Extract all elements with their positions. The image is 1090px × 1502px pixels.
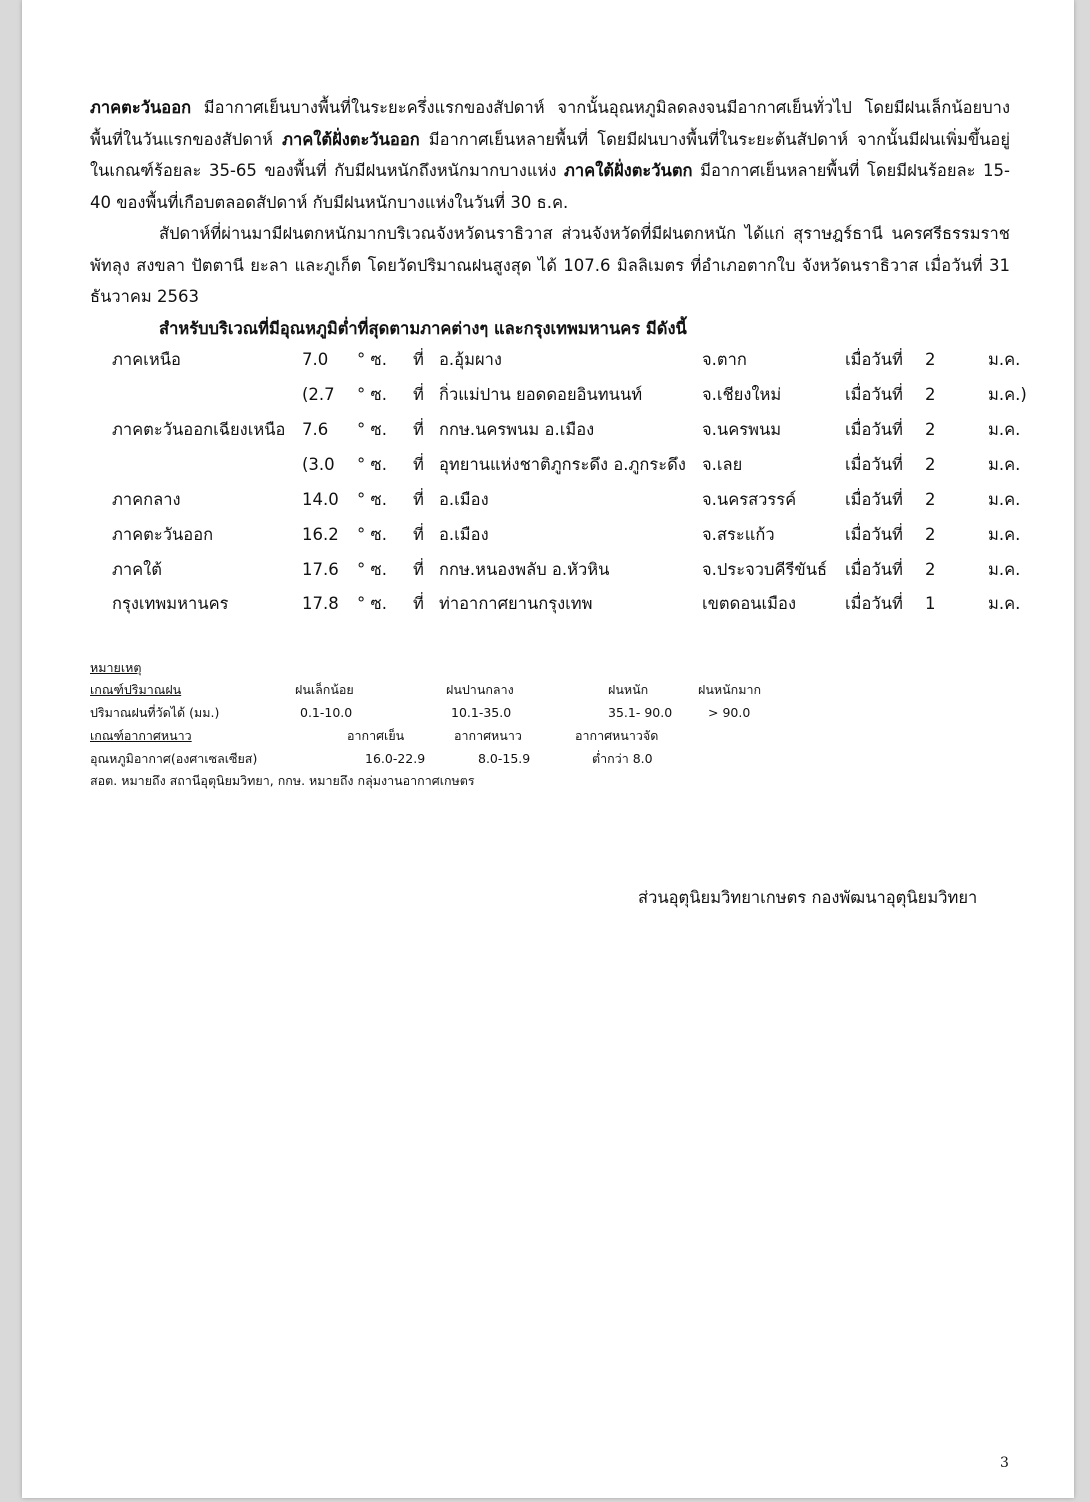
date-label: เมื่อวันที่ bbox=[845, 385, 903, 404]
region-south-west-bold: ภาคใต้ฝั่งตะวันตก bbox=[564, 161, 693, 181]
station-name: อุทยานแห่งชาติภูกระดึง อ.ภูกระดึง bbox=[439, 455, 686, 474]
temperature-value: (3.0 bbox=[302, 455, 335, 474]
min-temp-row bbox=[22, 520, 1074, 550]
notes-title-row bbox=[90, 658, 990, 678]
cold-criteria-header-row bbox=[90, 726, 990, 746]
page-number: 3 bbox=[1000, 1455, 1009, 1471]
cold-category: อากาศหนาว bbox=[454, 728, 522, 743]
abbreviations-note: สอต. หมายถึง สถานีอุตุนิยมวิทยา, กกษ. หมายถึง กลุ่มงานอากาศเกษตร bbox=[90, 773, 475, 788]
rain-category: ฝนหนักมาก bbox=[698, 682, 762, 697]
at-label: ที่ bbox=[413, 594, 424, 613]
region-east-bold: ภาคตะวันออก bbox=[90, 98, 192, 117]
station-name: ท่าอากาศยานกรุงเทพ bbox=[439, 594, 593, 613]
province-name: จ.นครสวรรค์ bbox=[702, 490, 797, 509]
region-name: ภาคกลาง bbox=[112, 490, 181, 509]
temperature-value: 7.6 bbox=[302, 420, 329, 439]
paragraph-east-south bbox=[90, 92, 1010, 218]
region-name: ภาคตะวันออก bbox=[112, 525, 214, 544]
temperature-unit: ° ซ. bbox=[357, 385, 387, 404]
date-label: เมื่อวันที่ bbox=[845, 594, 903, 613]
province-name: จ.เลย bbox=[702, 455, 743, 474]
province-name: จ.นครพนม bbox=[702, 420, 782, 439]
rain-value: > 90.0 bbox=[708, 705, 751, 720]
rain-category: ฝนหนัก bbox=[608, 682, 649, 697]
rain-values-row bbox=[90, 703, 990, 723]
region-name: ภาคใต้ bbox=[112, 560, 162, 579]
station-name: กกษ.นครพนม อ.เมือง bbox=[439, 420, 595, 439]
rain-value: 35.1- 90.0 bbox=[608, 705, 673, 720]
region-south-east-bold: ภาคใต้ฝั่งตะวันออก bbox=[282, 129, 420, 149]
station-name: อ.เมือง bbox=[439, 490, 489, 509]
rain-category: ฝนเล็กน้อย bbox=[295, 682, 354, 697]
at-label: ที่ bbox=[413, 350, 424, 369]
min-temp-row bbox=[22, 450, 1074, 480]
province-name: จ.สระแก้ว bbox=[702, 525, 775, 544]
date-label: เมื่อวันที่ bbox=[845, 420, 903, 439]
rain-value: 0.1-10.0 bbox=[300, 705, 353, 720]
region-south-east-text: มีอากาศเย็นหลายพื้นที่ โดยมีฝนบางพื้นที่ในระยะต้นสัปดาห์ จากนั้นมีฝนเพิ่มขึ้นอยู่ในเกณฑ์ร้อยละ 35-65 ของพื้นที่ กับมีฝนหนักถึงหนักมากบางแห่ง bbox=[90, 129, 1010, 181]
min-temp-row bbox=[22, 555, 1074, 585]
at-label: ที่ bbox=[413, 560, 424, 579]
station-name: กิ่วแม่ปาน ยอดดอยอินทนนท์ bbox=[439, 385, 643, 404]
rain-value: 10.1-35.0 bbox=[451, 705, 512, 720]
date-label: เมื่อวันที่ bbox=[845, 455, 903, 474]
temperature-value: 16.2 bbox=[302, 525, 339, 544]
day-value: 2 bbox=[925, 350, 936, 369]
month-value: ม.ค. bbox=[988, 420, 1021, 439]
temperature-unit: ° ซ. bbox=[357, 560, 387, 579]
date-label: เมื่อวันที่ bbox=[845, 350, 903, 369]
temperature-value: 14.0 bbox=[302, 490, 339, 509]
rain-values-label: ปริมาณฝนที่วัดได้ (มม.) bbox=[90, 705, 220, 720]
month-value: ม.ค. bbox=[988, 490, 1021, 509]
at-label: ที่ bbox=[413, 455, 424, 474]
temperature-value: 7.0 bbox=[302, 350, 329, 369]
region-name: ภาคตะวันออกเฉียงเหนือ bbox=[112, 420, 286, 439]
day-value: 2 bbox=[925, 525, 936, 544]
cold-value: 8.0-15.9 bbox=[478, 751, 531, 766]
month-value: ม.ค. bbox=[988, 560, 1021, 579]
region-name: ภาคเหนือ bbox=[112, 350, 181, 369]
day-value: 2 bbox=[925, 455, 936, 474]
temperature-unit: ° ซ. bbox=[357, 420, 387, 439]
day-value: 2 bbox=[925, 420, 936, 439]
day-value: 2 bbox=[925, 385, 936, 404]
cold-values-label: อุณหภูมิอากาศ(องศาเซลเซียส) bbox=[90, 751, 258, 766]
min-temp-row bbox=[22, 345, 1074, 375]
date-label: เมื่อวันที่ bbox=[845, 560, 903, 579]
at-label: ที่ bbox=[413, 385, 424, 404]
cold-criteria-header: เกณฑ์อากาศหนาว bbox=[90, 728, 192, 743]
notes-title: หมายเหตุ bbox=[90, 660, 142, 675]
rain-category: ฝนปานกลาง bbox=[446, 682, 514, 697]
temperature-unit: ° ซ. bbox=[357, 594, 387, 613]
cold-category: อากาศหนาวจัด bbox=[575, 728, 659, 743]
at-label: ที่ bbox=[413, 420, 424, 439]
province-name: จ.ตาก bbox=[702, 350, 747, 369]
month-value: ม.ค.) bbox=[988, 385, 1027, 404]
at-label: ที่ bbox=[413, 525, 424, 544]
date-label: เมื่อวันที่ bbox=[845, 490, 903, 509]
temperature-value: (2.7 bbox=[302, 385, 335, 404]
cold-value: ต่ำกว่า 8.0 bbox=[592, 751, 653, 766]
temperature-unit: ° ซ. bbox=[357, 490, 387, 509]
day-value: 2 bbox=[925, 490, 936, 509]
signature-department: ส่วนอุตุนิยมวิทยาเกษตร กองพัฒนาอุตุนิยมวิทยา bbox=[638, 888, 978, 907]
temperature-value: 17.6 bbox=[302, 560, 339, 579]
day-value: 2 bbox=[925, 560, 936, 579]
station-name: อ.อุ้มผาง bbox=[439, 350, 502, 369]
month-value: ม.ค. bbox=[988, 594, 1021, 613]
cold-values-row bbox=[90, 749, 990, 769]
region-south-west-text: มีอากาศเย็นหลายพื้นที่ โดยมีฝนร้อยละ 15-40 ของพื้นที่เกือบตลอดสัปดาห์ กับมีฝนหนักบางแห่งในวันที่ 30 ธ.ค. bbox=[90, 161, 1010, 212]
day-value: 1 bbox=[925, 594, 936, 613]
province-name: จ.เชียงใหม่ bbox=[702, 385, 782, 404]
date-label: เมื่อวันที่ bbox=[845, 525, 903, 544]
region-east-text: มีอากาศเย็นบางพื้นที่ในระยะครึ่งแรกของสัปดาห์ จากนั้นอุณหภูมิลดลงจนมีอากาศเย็นทั่วไป โดยมีฝนเล็กน้อยบางพื้นที่ในวันแรกของสัปดาห์ bbox=[90, 98, 1010, 149]
min-temp-heading: สำหรับบริเวณที่มีอุณหภูมิต่ำที่สุดตามภาคต่างๆ และกรุงเทพมหานคร มีดังนี้ bbox=[159, 319, 687, 338]
province-name: จ.ประจวบคีรีขันธ์ bbox=[702, 560, 828, 579]
rain-criteria-header-row bbox=[90, 680, 990, 700]
cold-value: 16.0-22.9 bbox=[365, 751, 426, 766]
at-label: ที่ bbox=[413, 490, 424, 509]
abbreviations-row bbox=[90, 771, 990, 791]
min-temp-row bbox=[22, 485, 1074, 515]
station-name: อ.เมือง bbox=[439, 525, 489, 544]
temperature-unit: ° ซ. bbox=[357, 455, 387, 474]
station-name: กกษ.หนองพลับ อ.หัวหิน bbox=[439, 560, 610, 579]
temperature-value: 17.8 bbox=[302, 594, 339, 613]
temperature-unit: ° ซ. bbox=[357, 525, 387, 544]
min-temp-row bbox=[22, 380, 1074, 410]
min-temp-row bbox=[22, 415, 1074, 445]
paragraph-heavy-rain: สัปดาห์ที่ผ่านมามีฝนตกหนักมากบริเวณจังหวัดนราธิวาส ส่วนจังหวัดที่มีฝนตกหนัก ได้แก่ สุราษฎร์ธานี นครศรีธรรมราช พัทลุง สงขลา ปัตตานี ยะลา และภูเก็ต โดยวัดปริมาณฝนสูงสุด ได้ 107.6 มิลลิเมตร ที่อำเภอตากใบ จังหวัดนราธิวาส เมื่อวันที่ 31 ธันวาคม 2563 bbox=[90, 224, 1010, 307]
region-name: กรุงเทพมหานคร bbox=[112, 594, 229, 613]
cold-category: อากาศเย็น bbox=[347, 728, 405, 743]
document-page bbox=[22, 0, 1074, 1498]
min-temp-row bbox=[22, 589, 1074, 619]
province-name: เขตดอนเมือง bbox=[702, 594, 797, 613]
month-value: ม.ค. bbox=[988, 455, 1021, 474]
temperature-unit: ° ซ. bbox=[357, 350, 387, 369]
month-value: ม.ค. bbox=[988, 525, 1021, 544]
month-value: ม.ค. bbox=[988, 350, 1021, 369]
rain-criteria-header: เกณฑ์ปริมาณฝน bbox=[90, 682, 182, 697]
